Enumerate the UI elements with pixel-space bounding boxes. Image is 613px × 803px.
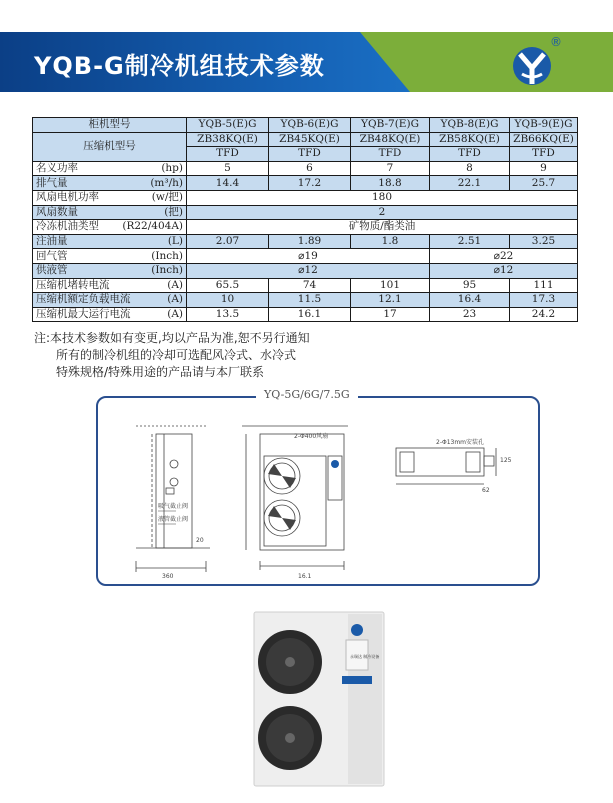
row-label	[33, 263, 187, 278]
merged-cell-left: ⌀12	[187, 263, 430, 278]
drawing-title: YQ-5G/6G/7.5G	[256, 388, 358, 401]
merged-cell: 矿物质/酯类油	[187, 220, 578, 235]
compressor-cell: ZB48KQ(E)	[351, 132, 430, 147]
row-label-text: 注油量	[36, 235, 68, 248]
row-label	[33, 161, 187, 176]
table-row	[33, 161, 578, 176]
model-cell: YQB-6(E)G	[269, 118, 351, 133]
brand-logo-icon	[504, 32, 564, 92]
row-label-text: 风扇电机功率	[36, 191, 99, 204]
model-cell: YQB-9(E)G	[510, 118, 578, 133]
value-cell: 74	[269, 278, 351, 293]
value-cell: 2.51	[430, 234, 510, 249]
value-cell: 12.1	[351, 293, 430, 308]
row-label	[33, 176, 187, 191]
note-line-1: 注:本技术参数如有变更,均以产品为准,恕不另行通知	[34, 331, 310, 345]
row-label	[33, 205, 187, 220]
compressor-cell: ZB58KQ(E)	[430, 132, 510, 147]
row-unit: (w/把)	[151, 191, 183, 204]
dim-125: 125	[500, 457, 512, 464]
row-label	[33, 278, 187, 293]
spec-table	[32, 117, 578, 322]
value-cell: 2.07	[187, 234, 269, 249]
dim-62: 62	[482, 487, 490, 494]
row-label-text: 供液管	[36, 264, 68, 277]
table-row	[33, 263, 578, 278]
value-cell: 22.1	[430, 176, 510, 191]
value-cell: 1.89	[269, 234, 351, 249]
row-unit: (Inch)	[151, 264, 183, 277]
notes	[34, 330, 310, 381]
merged-cell-left: ⌀19	[187, 249, 430, 264]
table-row	[33, 205, 578, 220]
dim-depth: 16.1	[298, 573, 312, 580]
valve-label-suction: 吸气截止阀	[158, 503, 189, 510]
row-label	[33, 220, 187, 235]
table-row	[33, 278, 578, 293]
value-cell: 8	[430, 161, 510, 176]
compressor-cell: ZB45KQ(E)	[269, 132, 351, 147]
merged-cell: 2	[187, 205, 578, 220]
table-row	[33, 176, 578, 191]
value-cell: 9	[510, 161, 578, 176]
model-cell: YQB-8(E)G	[430, 118, 510, 133]
tfd-cell: TFD	[351, 147, 430, 162]
value-cell: 101	[351, 278, 430, 293]
row-unit: (hp)	[161, 162, 183, 175]
value-cell: 13.5	[187, 307, 269, 322]
row-unit: (R22/404A)	[122, 220, 183, 233]
value-cell: 17	[351, 307, 430, 322]
value-cell: 16.4	[430, 293, 510, 308]
row-unit: (A)	[167, 308, 183, 321]
table-row	[33, 293, 578, 308]
dim-width: 360	[162, 573, 174, 580]
table-row	[33, 234, 578, 249]
value-cell: 23	[430, 307, 510, 322]
table-row	[33, 249, 578, 264]
row-label	[33, 307, 187, 322]
row-label-text: 压缩机最大运行电流	[36, 308, 131, 321]
row-label-text: 冷冻机油类型	[36, 220, 99, 233]
note-line-3: 特殊规格/特殊用途的产品请与本厂联系	[56, 365, 265, 379]
value-cell: 1.8	[351, 234, 430, 249]
photo-panel-label: 永瑞达 制冷设备	[350, 654, 380, 659]
front-view-unit	[260, 434, 344, 550]
tfd-cell: TFD	[187, 147, 269, 162]
row-label	[33, 249, 187, 264]
model-cell: YQB-5(E)G	[187, 118, 269, 133]
fan-label: 2-Φ400风扇	[294, 433, 329, 440]
row-unit: (Inch)	[151, 249, 183, 262]
value-cell: 14.4	[187, 176, 269, 191]
note-line-2: 所有的制冷机组的冷却可选配风冷式、水冷式	[56, 348, 297, 362]
tfd-cell: TFD	[430, 147, 510, 162]
row-label-text: 压缩机额定负载电流	[36, 293, 131, 306]
value-cell: 18.8	[351, 176, 430, 191]
page-title: YQB-G制冷机组技术参数	[34, 52, 325, 80]
value-cell: 5	[187, 161, 269, 176]
value-cell: 16.1	[269, 307, 351, 322]
compressor-cell: ZB66KQ(E)	[510, 132, 578, 147]
product-photo	[250, 610, 388, 788]
value-cell: 11.5	[269, 293, 351, 308]
mount-label: 2-Φ13mm安装孔	[436, 439, 485, 446]
value-cell: 25.7	[510, 176, 578, 191]
row-unit: (L)	[167, 235, 183, 248]
row-unit: (m³/h)	[150, 176, 183, 189]
header-banner	[0, 32, 613, 92]
technical-drawing	[96, 396, 540, 586]
compressor-row	[33, 132, 578, 147]
value-cell: 95	[430, 278, 510, 293]
row-unit: (A)	[167, 278, 183, 291]
value-cell: 24.2	[510, 307, 578, 322]
valve-label-liquid: 液管截止阀	[158, 516, 189, 523]
model-row	[33, 118, 578, 133]
value-cell: 17.3	[510, 293, 578, 308]
table-row	[33, 190, 578, 205]
row-label	[33, 190, 187, 205]
row-label-text: 名义功率	[36, 162, 78, 175]
merged-cell-right: ⌀22	[430, 249, 578, 264]
merged-cell-right: ⌀12	[430, 263, 578, 278]
value-cell: 17.2	[269, 176, 351, 191]
merged-cell: 180	[187, 190, 578, 205]
row-label-text: 回气管	[36, 249, 68, 262]
row-label-text: 风扇数量	[36, 205, 78, 218]
model-header: 柜机型号	[33, 118, 187, 133]
row-label	[33, 293, 187, 308]
row-unit: (A)	[167, 293, 183, 306]
dim-20: 20	[196, 537, 204, 544]
value-cell: 7	[351, 161, 430, 176]
compressor-header: 压缩机型号	[33, 132, 187, 161]
table-row	[33, 220, 578, 235]
value-cell: 10	[187, 293, 269, 308]
value-cell: 6	[269, 161, 351, 176]
value-cell: 3.25	[510, 234, 578, 249]
registered-mark: ®	[550, 35, 562, 49]
row-label-text: 排气量	[36, 176, 68, 189]
tfd-cell: TFD	[269, 147, 351, 162]
tfd-cell: TFD	[510, 147, 578, 162]
value-cell: 111	[510, 278, 578, 293]
row-label-text: 压缩机堵转电流	[36, 278, 110, 291]
model-cell: YQB-7(E)G	[351, 118, 430, 133]
value-cell: 65.5	[187, 278, 269, 293]
row-unit: (把)	[164, 205, 183, 218]
table-row	[33, 307, 578, 322]
row-label	[33, 234, 187, 249]
compressor-cell: ZB38KQ(E)	[187, 132, 269, 147]
